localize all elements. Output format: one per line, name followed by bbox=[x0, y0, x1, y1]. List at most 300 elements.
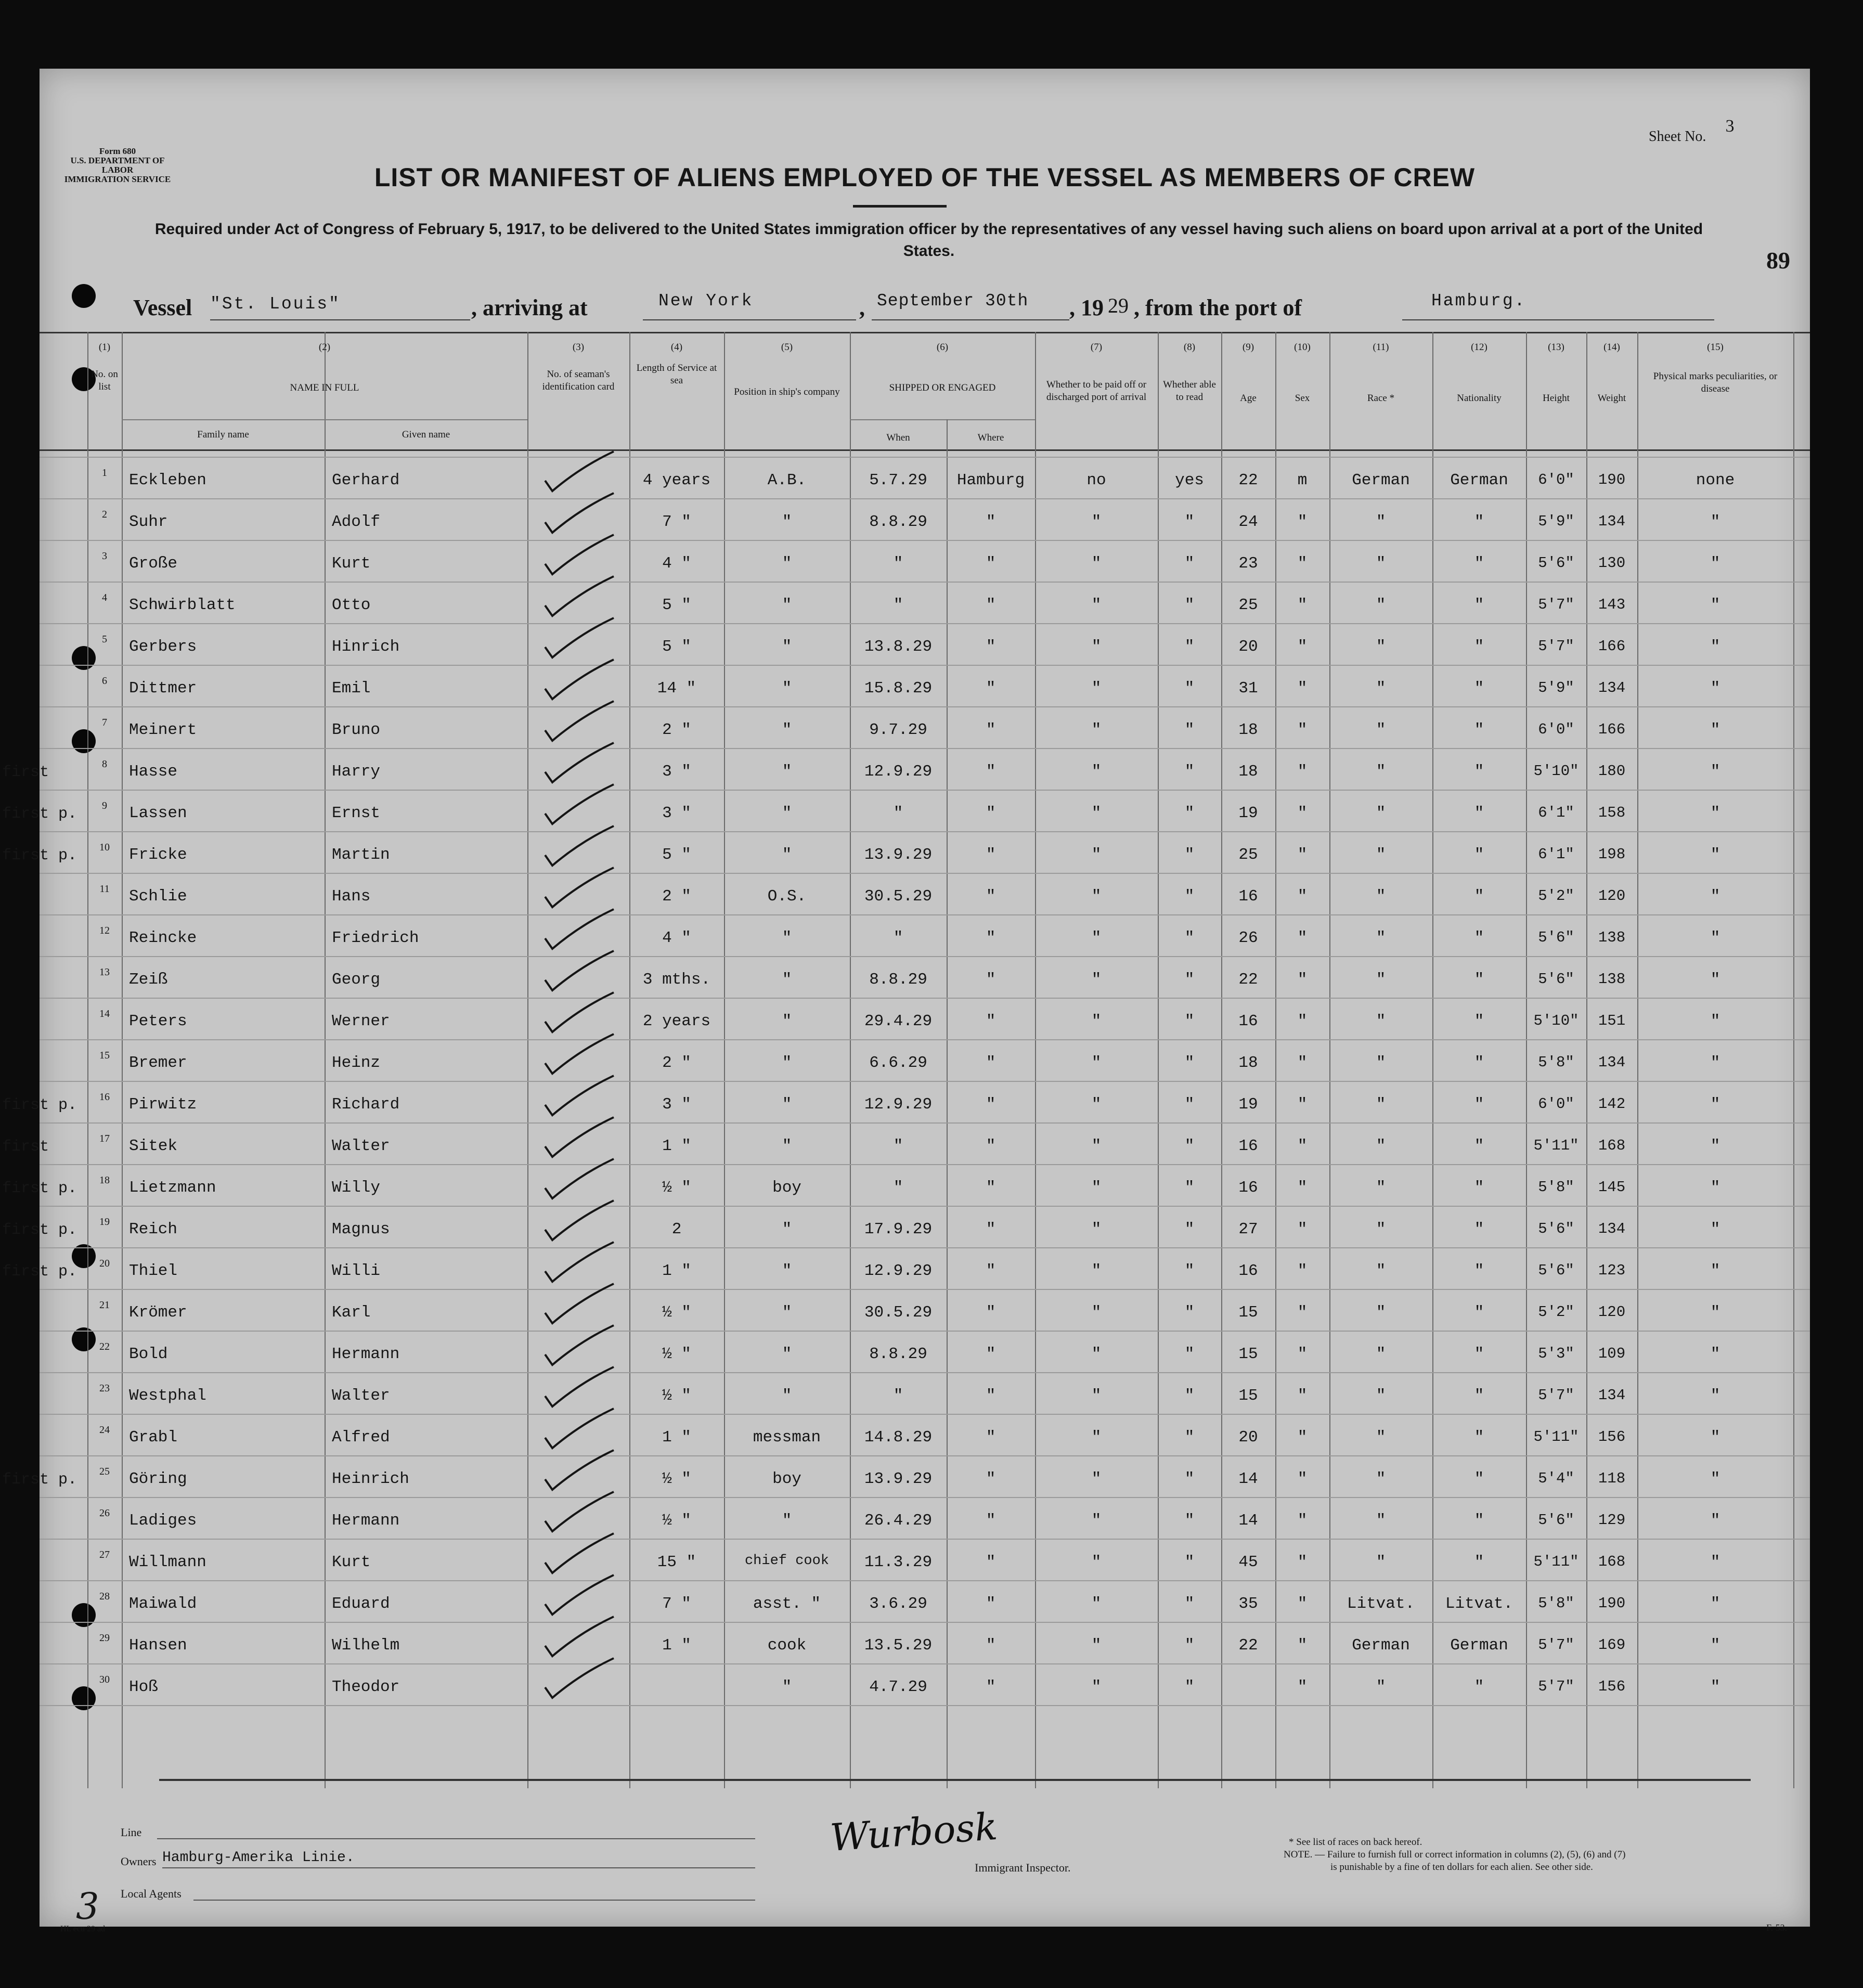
row-number: 26 bbox=[99, 1507, 110, 1519]
cell-paid: " bbox=[1091, 929, 1102, 947]
cell-paid: " bbox=[1091, 1262, 1102, 1280]
cell-family: Sitek bbox=[129, 1137, 178, 1155]
cell-age: 16 bbox=[1238, 887, 1258, 906]
cell-race: " bbox=[1376, 638, 1386, 656]
cell-nationality: " bbox=[1474, 638, 1484, 656]
cell-weight: 166 bbox=[1598, 721, 1626, 738]
cell-where: " bbox=[986, 846, 996, 864]
cell-age: 18 bbox=[1238, 1054, 1258, 1072]
cell-weight: 138 bbox=[1598, 971, 1626, 988]
id-card-checkmark bbox=[545, 576, 614, 616]
cell-sex: " bbox=[1297, 1470, 1308, 1488]
cell-height: 5'7" bbox=[1538, 1636, 1574, 1654]
cell-sex: " bbox=[1297, 929, 1308, 947]
row-margin-note: first p. bbox=[2, 847, 77, 864]
cell-race: " bbox=[1376, 1012, 1386, 1030]
cell-paid: no bbox=[1086, 471, 1106, 489]
vessel-label: Vessel bbox=[133, 295, 192, 320]
cell-given: Heinz bbox=[332, 1054, 381, 1072]
cell-read: " bbox=[1184, 679, 1195, 698]
cell-where: " bbox=[986, 763, 996, 781]
cell-service: 4 " bbox=[662, 554, 691, 573]
cell-nationality: " bbox=[1474, 679, 1484, 698]
cell-marks: " bbox=[1710, 554, 1720, 573]
row-margin-note: first p. bbox=[2, 1263, 77, 1281]
cell-height: 5'6" bbox=[1538, 1512, 1574, 1529]
cell-nationality: " bbox=[1474, 929, 1484, 947]
row-number: 27 bbox=[99, 1549, 110, 1560]
id-card-checkmark bbox=[545, 1450, 614, 1490]
local-agents-label: Local Agents bbox=[121, 1887, 182, 1900]
cell-read: " bbox=[1184, 1262, 1195, 1280]
cell-nationality: " bbox=[1474, 1220, 1484, 1238]
cell-read: " bbox=[1184, 1137, 1195, 1155]
row-number: 18 bbox=[99, 1174, 110, 1186]
cell-height: 5'6" bbox=[1538, 554, 1574, 572]
cell-read: " bbox=[1184, 1678, 1195, 1696]
cell-weight: 190 bbox=[1598, 471, 1626, 488]
cell-paid: " bbox=[1091, 1553, 1102, 1571]
cell-when: 14.8.29 bbox=[864, 1428, 933, 1447]
cell-age: 22 bbox=[1238, 1636, 1258, 1655]
cell-service: 3 mths. bbox=[642, 971, 711, 989]
cell-where: " bbox=[986, 1012, 996, 1030]
cell-given: Karl bbox=[332, 1303, 371, 1322]
cell-age: 16 bbox=[1238, 1137, 1258, 1155]
cell-height: 5'10" bbox=[1533, 763, 1579, 780]
corner-handwritten-number: 3 bbox=[76, 1885, 99, 1928]
cell-sex: " bbox=[1297, 1220, 1308, 1238]
cell-nationality: " bbox=[1474, 846, 1484, 864]
cell-height: 5'6" bbox=[1538, 929, 1574, 946]
department: U.S. DEPARTMENT OF LABOR bbox=[70, 156, 165, 175]
cell-height: 5'7" bbox=[1538, 1387, 1574, 1404]
cell-height: 5'10" bbox=[1533, 1012, 1579, 1029]
header-when: When bbox=[886, 432, 910, 443]
cell-where: " bbox=[986, 929, 996, 947]
row-number: 3 bbox=[102, 550, 107, 562]
cell-position: " bbox=[782, 971, 792, 989]
cell-marks: " bbox=[1710, 1512, 1720, 1530]
cell-age: 15 bbox=[1238, 1345, 1258, 1363]
cell-marks: " bbox=[1710, 1303, 1720, 1322]
line-underline bbox=[157, 1838, 755, 1839]
cell-when: 26.4.29 bbox=[864, 1512, 933, 1530]
arriving-port: New York bbox=[658, 291, 754, 311]
title-rule bbox=[853, 205, 947, 208]
cell-marks: " bbox=[1710, 513, 1720, 531]
cell-where: " bbox=[986, 971, 996, 989]
header-height: Height bbox=[1543, 393, 1570, 404]
cell-read: " bbox=[1184, 1595, 1195, 1613]
line-label: Line bbox=[121, 1826, 142, 1839]
cell-service: 5 " bbox=[662, 846, 691, 864]
cell-race: " bbox=[1376, 1470, 1386, 1488]
cell-given: Kurt bbox=[332, 554, 371, 573]
cell-paid: " bbox=[1091, 638, 1102, 656]
cell-service: ½ " bbox=[662, 1345, 691, 1363]
id-card-checkmark bbox=[545, 1242, 614, 1282]
cell-given: Otto bbox=[332, 596, 371, 614]
id-card-checkmark bbox=[545, 1533, 614, 1573]
cell-marks: " bbox=[1710, 679, 1720, 698]
column-number-c8: (8) bbox=[1183, 342, 1196, 353]
cell-height: 6'0" bbox=[1538, 1095, 1574, 1113]
cell-where: " bbox=[986, 1137, 996, 1155]
cell-read: " bbox=[1184, 513, 1195, 531]
column-number-c7: (7) bbox=[1090, 342, 1103, 353]
column-number-c14: (14) bbox=[1603, 342, 1620, 353]
cell-position: " bbox=[782, 554, 792, 573]
cell-marks: " bbox=[1710, 1636, 1720, 1655]
cell-race: " bbox=[1376, 887, 1386, 906]
cell-given: Heinrich bbox=[332, 1470, 409, 1488]
id-card-checkmark bbox=[545, 868, 614, 907]
cell-when: 3.6.29 bbox=[869, 1595, 927, 1613]
cell-age: 26 bbox=[1238, 929, 1258, 947]
header-position: Position in ship's company bbox=[734, 386, 840, 397]
cell-marks: " bbox=[1710, 1054, 1720, 1072]
cell-age: 16 bbox=[1238, 1262, 1258, 1280]
document-title: LIST OR MANIFEST OF ALIENS EMPLOYED OF THE VESSEL AS MEMBERS OF CREW bbox=[374, 163, 1476, 192]
cell-sex: " bbox=[1297, 1262, 1308, 1280]
cell-age: 24 bbox=[1238, 513, 1258, 531]
cell-position: " bbox=[782, 1220, 792, 1238]
cell-service: ½ " bbox=[662, 1303, 691, 1322]
cell-family: Schwirblatt bbox=[129, 596, 236, 614]
cell-family: Göring bbox=[129, 1470, 187, 1488]
cell-given: Hermann bbox=[332, 1512, 400, 1530]
cell-height: 5'7" bbox=[1538, 596, 1574, 613]
cell-race: " bbox=[1376, 1428, 1386, 1447]
cell-marks: none bbox=[1696, 471, 1735, 489]
cell-nationality: German bbox=[1450, 1636, 1508, 1655]
cell-when: 5.7.29 bbox=[869, 471, 927, 489]
cell-service: 1 " bbox=[662, 1262, 691, 1280]
cell-race: " bbox=[1376, 1095, 1386, 1114]
cell-paid: " bbox=[1091, 721, 1102, 739]
cell-paid: " bbox=[1091, 1303, 1102, 1322]
cell-paid: " bbox=[1091, 1345, 1102, 1363]
owners-underline bbox=[162, 1867, 755, 1868]
cell-given: Magnus bbox=[332, 1220, 390, 1238]
id-card-checkmark bbox=[545, 1658, 614, 1698]
corner-stamp-text: HL ecu 29 ad bbox=[60, 1925, 106, 1933]
cell-race: " bbox=[1376, 804, 1386, 822]
cell-weight: 198 bbox=[1598, 846, 1626, 863]
cell-nationality: " bbox=[1474, 971, 1484, 989]
header-weight: Weight bbox=[1597, 393, 1626, 404]
fine-note-continued: is punishable by a fine of ten dollars for each alien. See other side. bbox=[1330, 1862, 1593, 1873]
cell-service: 3 " bbox=[662, 763, 691, 781]
cell-nationality: " bbox=[1474, 1470, 1484, 1488]
cell-read: " bbox=[1184, 1303, 1195, 1322]
cell-given: Hermann bbox=[332, 1345, 400, 1363]
form-number: Form 680 bbox=[99, 146, 136, 156]
header-name-in-full: NAME IN FULL bbox=[290, 382, 359, 393]
cell-weight: 190 bbox=[1598, 1595, 1626, 1612]
cell-paid: " bbox=[1091, 679, 1102, 698]
id-card-checkmark bbox=[545, 1617, 614, 1656]
page-number: 89 bbox=[1766, 247, 1790, 274]
cell-position: " bbox=[782, 929, 792, 947]
cell-height: 5'6" bbox=[1538, 1220, 1574, 1237]
cell-position: " bbox=[782, 596, 792, 614]
cell-paid: " bbox=[1091, 1387, 1102, 1405]
id-card-checkmarks bbox=[40, 332, 1810, 1809]
cell-race: " bbox=[1376, 596, 1386, 614]
arriving-underline bbox=[643, 319, 856, 320]
cell-where: " bbox=[986, 887, 996, 906]
cell-where: " bbox=[986, 1553, 996, 1571]
cell-service: 2 years bbox=[642, 1012, 711, 1030]
inspector-signature: Wurbosk bbox=[829, 1804, 999, 1860]
row-number: 7 bbox=[102, 717, 107, 728]
header-where: Where bbox=[977, 432, 1004, 443]
row-number: 21 bbox=[99, 1299, 110, 1311]
row-number: 30 bbox=[99, 1674, 110, 1685]
cell-family: Willmann bbox=[129, 1553, 206, 1571]
cell-age: 23 bbox=[1238, 554, 1258, 573]
cell-age: 14 bbox=[1238, 1512, 1258, 1530]
id-card-checkmark bbox=[545, 1367, 614, 1406]
cell-family: Ladiges bbox=[129, 1512, 197, 1530]
cell-where: " bbox=[986, 513, 996, 531]
cell-weight: 145 bbox=[1598, 1179, 1626, 1196]
column-number-c9: (9) bbox=[1242, 342, 1254, 353]
cell-paid: " bbox=[1091, 1054, 1102, 1072]
cell-given: Georg bbox=[332, 971, 381, 989]
document-subtitle: Required under Act of Congress of February 5, 1917, to be delivered to the United States immigration officer by the representatives of any vessel having such aliens on board upon arrival at a port of the United States. bbox=[154, 221, 1703, 260]
cell-height: 5'8" bbox=[1538, 1595, 1574, 1612]
cell-marks: " bbox=[1710, 1095, 1720, 1114]
cell-family: Reich bbox=[129, 1220, 178, 1238]
punch-hole bbox=[72, 284, 96, 308]
cell-weight: 134 bbox=[1598, 679, 1626, 696]
cell-given: Adolf bbox=[332, 513, 381, 531]
cell-position: " bbox=[782, 721, 792, 739]
cell-position: " bbox=[782, 679, 792, 698]
header-no-on-list: No. on list bbox=[91, 369, 118, 392]
sheet-value: 3 bbox=[1725, 117, 1735, 136]
cell-age: 19 bbox=[1238, 804, 1258, 822]
cell-when: 12.9.29 bbox=[864, 1095, 933, 1114]
column-number-c3: (3) bbox=[572, 342, 585, 353]
cell-family: Meinert bbox=[129, 721, 197, 739]
id-card-checkmark bbox=[545, 826, 614, 866]
port-underline bbox=[1402, 319, 1714, 320]
column-number-c10: (10) bbox=[1294, 342, 1311, 353]
cell-nationality: " bbox=[1474, 887, 1484, 906]
cell-read: " bbox=[1184, 1470, 1195, 1488]
cell-age: 45 bbox=[1238, 1553, 1258, 1571]
cell-sex: " bbox=[1297, 1636, 1308, 1655]
header-id-card: No. of seaman's identification card bbox=[542, 369, 615, 392]
cell-marks: " bbox=[1710, 1470, 1720, 1488]
cell-sex: " bbox=[1297, 1095, 1308, 1114]
cell-height: 5'11" bbox=[1533, 1428, 1579, 1445]
cell-given: Martin bbox=[332, 846, 390, 864]
cell-given: Hans bbox=[332, 887, 371, 906]
cell-sex: " bbox=[1297, 513, 1308, 531]
cell-age: 20 bbox=[1238, 638, 1258, 656]
cell-height: 5'7" bbox=[1538, 1678, 1574, 1695]
id-card-checkmark bbox=[545, 451, 614, 491]
row-number: 6 bbox=[102, 675, 107, 687]
cell-nationality: " bbox=[1474, 596, 1484, 614]
year-value: 29 bbox=[1108, 294, 1129, 317]
row-number: 29 bbox=[99, 1632, 110, 1644]
cell-service: 2 " bbox=[662, 887, 691, 906]
cell-service: 5 " bbox=[662, 596, 691, 614]
cell-given: Alfred bbox=[332, 1428, 390, 1447]
row-number: 2 bbox=[102, 509, 107, 520]
cell-when: 30.5.29 bbox=[864, 1303, 933, 1322]
cell-when: " bbox=[893, 804, 903, 822]
cell-sex: " bbox=[1297, 763, 1308, 781]
cell-where: " bbox=[986, 554, 996, 573]
cell-when: 30.5.29 bbox=[864, 887, 933, 906]
cell-paid: " bbox=[1091, 1179, 1102, 1197]
cell-race: " bbox=[1376, 1137, 1386, 1155]
cell-marks: " bbox=[1710, 638, 1720, 656]
from-label: , from the port of bbox=[1134, 295, 1302, 320]
cell-marks: " bbox=[1710, 596, 1720, 614]
cell-marks: " bbox=[1710, 1595, 1720, 1613]
cell-family: Westphal bbox=[129, 1387, 206, 1405]
cell-height: 5'3" bbox=[1538, 1345, 1574, 1362]
cell-height: 6'1" bbox=[1538, 804, 1574, 821]
cell-age: 16 bbox=[1238, 1179, 1258, 1197]
id-card-checkmark bbox=[545, 1284, 614, 1323]
cell-where: " bbox=[986, 1303, 996, 1322]
cell-nationality: " bbox=[1474, 804, 1484, 822]
vessel-name: "St. Louis" bbox=[210, 294, 341, 314]
row-number: 23 bbox=[99, 1383, 110, 1394]
cell-age: 15 bbox=[1238, 1303, 1258, 1322]
cell-weight: 156 bbox=[1598, 1678, 1626, 1695]
cell-read: " bbox=[1184, 1512, 1195, 1530]
cell-nationality: " bbox=[1474, 1179, 1484, 1197]
cell-position: " bbox=[782, 804, 792, 822]
cell-read: " bbox=[1184, 1220, 1195, 1238]
cell-family: Krömer bbox=[129, 1303, 187, 1322]
row-margin-note: first p. bbox=[2, 805, 77, 823]
cell-paid: " bbox=[1091, 1428, 1102, 1447]
arrival-date: September 30th bbox=[877, 291, 1029, 311]
cell-sex: " bbox=[1297, 1512, 1308, 1530]
cell-when: 9.7.29 bbox=[869, 721, 927, 739]
manifest-sheet bbox=[2, 69, 1810, 1933]
cell-height: 6'0" bbox=[1538, 471, 1574, 488]
cell-paid: " bbox=[1091, 554, 1102, 573]
cell-age: 19 bbox=[1238, 1095, 1258, 1114]
cell-family: Große bbox=[129, 554, 178, 573]
cell-marks: " bbox=[1710, 971, 1720, 989]
cell-sex: " bbox=[1297, 721, 1308, 739]
cell-where: Hamburg bbox=[956, 471, 1025, 489]
cell-sex: " bbox=[1297, 1054, 1308, 1072]
cell-service: 3 " bbox=[662, 1095, 691, 1114]
cell-where: " bbox=[986, 804, 996, 822]
header-shipped-or-engaged: SHIPPED OR ENGAGED bbox=[889, 382, 996, 393]
cell-family: Peters bbox=[129, 1012, 187, 1030]
cell-position: asst. " bbox=[753, 1595, 821, 1613]
cell-family: Hoß bbox=[129, 1678, 158, 1696]
row-number: 8 bbox=[102, 758, 107, 770]
cell-when: 8.8.29 bbox=[869, 513, 927, 531]
cell-marks: " bbox=[1710, 1220, 1720, 1238]
cell-given: Eduard bbox=[332, 1595, 390, 1613]
cell-sex: " bbox=[1297, 554, 1308, 573]
cell-race: German bbox=[1352, 471, 1410, 489]
cell-read: " bbox=[1184, 1179, 1195, 1197]
cell-read: " bbox=[1184, 1553, 1195, 1571]
cell-family: Gerbers bbox=[129, 638, 197, 656]
cell-given: Friedrich bbox=[332, 929, 419, 947]
header-race: Race * bbox=[1367, 393, 1395, 404]
cell-race: German bbox=[1352, 1636, 1410, 1655]
cell-position: boy bbox=[772, 1470, 801, 1488]
cell-marks: " bbox=[1710, 804, 1720, 822]
cell-nationality: " bbox=[1474, 1345, 1484, 1363]
cell-marks: " bbox=[1710, 1345, 1720, 1363]
cell-read: " bbox=[1184, 1345, 1195, 1363]
cell-family: Bold bbox=[129, 1345, 168, 1363]
sheet-label: Sheet No. bbox=[1649, 128, 1706, 145]
cell-position: " bbox=[782, 763, 792, 781]
cell-service: 15 " bbox=[657, 1553, 696, 1571]
cell-service: 1 " bbox=[662, 1636, 691, 1655]
row-number: 28 bbox=[99, 1591, 110, 1602]
row-margin-note: first bbox=[2, 1138, 49, 1156]
cell-marks: " bbox=[1710, 1387, 1720, 1405]
cell-given: Walter bbox=[332, 1137, 390, 1155]
cell-marks: " bbox=[1710, 1553, 1720, 1571]
cell-where: " bbox=[986, 1095, 996, 1114]
vessel-underline bbox=[210, 319, 470, 320]
cell-given: Harry bbox=[332, 763, 381, 781]
cell-where: " bbox=[986, 1262, 996, 1280]
cell-nationality: " bbox=[1474, 1095, 1484, 1114]
cell-family: Pirwitz bbox=[129, 1095, 197, 1114]
cell-family: Suhr bbox=[129, 513, 168, 531]
cell-when: 13.9.29 bbox=[864, 1470, 933, 1488]
cell-position: chief cook bbox=[744, 1553, 830, 1569]
column-number-c12: (12) bbox=[1471, 342, 1487, 353]
cell-where: " bbox=[986, 1179, 996, 1197]
cell-when: 8.8.29 bbox=[869, 971, 927, 989]
row-number: 11 bbox=[99, 883, 110, 895]
cell-sex: " bbox=[1297, 1303, 1308, 1322]
id-card-checkmark bbox=[545, 1325, 614, 1365]
date-separator: , bbox=[859, 295, 865, 320]
cell-sex: " bbox=[1297, 1678, 1308, 1696]
cell-where: " bbox=[986, 1678, 996, 1696]
cell-paid: " bbox=[1091, 1095, 1102, 1114]
id-card-checkmark bbox=[545, 618, 614, 657]
cell-family: Lassen bbox=[129, 804, 187, 822]
cell-weight: 130 bbox=[1598, 554, 1626, 572]
row-margin-note: first p. bbox=[2, 1471, 77, 1489]
cell-height: 5'6" bbox=[1538, 971, 1574, 988]
cell-height: 5'9" bbox=[1538, 679, 1574, 696]
cell-nationality: " bbox=[1474, 763, 1484, 781]
cell-position: " bbox=[782, 1387, 792, 1405]
owners-value: Hamburg-Amerika Linie. bbox=[162, 1850, 355, 1866]
id-card-checkmark bbox=[545, 1492, 614, 1531]
cell-read: " bbox=[1184, 554, 1195, 573]
